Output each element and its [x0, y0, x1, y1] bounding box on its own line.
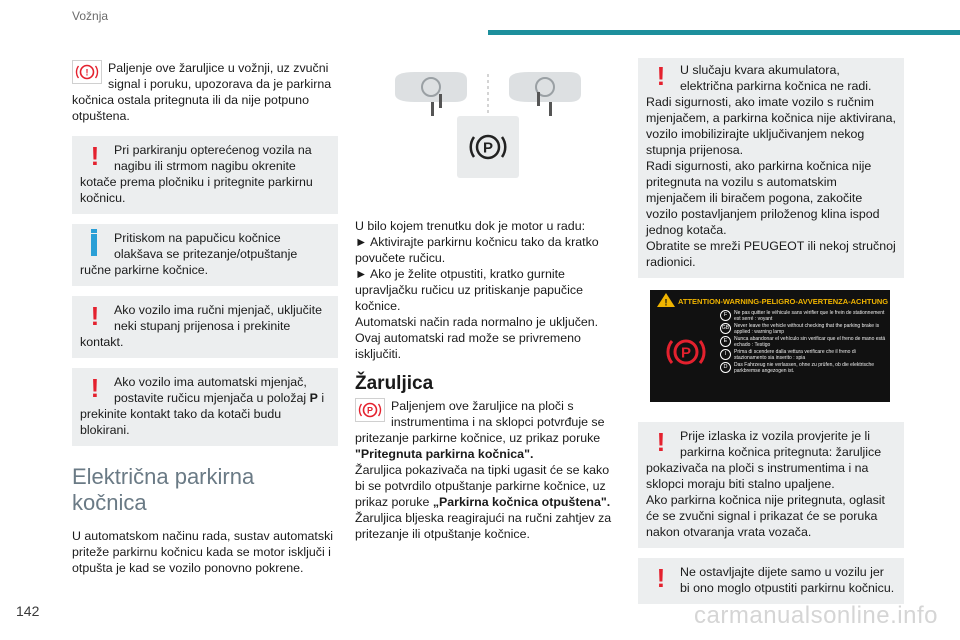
exclamation-icon: ! [656, 427, 666, 457]
message-released: „Parkirna kočnica otpuštena". [432, 495, 611, 509]
note-text: Pritiskom na papučicu kočnice olakšava se pritezanje/otpuštanje ručne parkirne kočnice. [80, 231, 298, 277]
note-text: Obratite se mreži PEUGEOT ili nekoj stručnoj radionici. [646, 239, 896, 269]
note-text: Ako parkirna kočnica nije pritegnuta, oglasit će se zvučni signal i prikazat će se poruka nakon otvaranja vrata vozača. [646, 493, 885, 539]
parking-brake-switch [457, 116, 519, 178]
svg-text:P: P [482, 139, 494, 157]
para-release: ► Ako je želite otpustiti, kratko gurnite upravljačku ručicu uz pritiskanje papučice kočnice. [355, 267, 583, 313]
header-accent-bar [488, 30, 960, 35]
para-engine-running: U bilo kojem trenutku dok je motor u radu: [355, 219, 586, 233]
exclamation-icon: ! [90, 373, 100, 403]
note-warning-manual [72, 296, 338, 358]
note-text-end: i prekinite kontakt tako da kotači budu blokirani. [80, 391, 325, 437]
note-child-alone [638, 558, 904, 604]
label-lang-code: I [720, 349, 731, 360]
column-right [638, 58, 904, 614]
note-text: Radi sigurnosti, ako imate vozilo s ručnim mjenjačem, a parkirna kočnica nije aktivirana, vozilo imobilizirajte uključivanjem nekog stupnja prijenosa. [646, 95, 896, 157]
section-intro-text: U automatskom načinu rada, sustav automatski priteže parkirnu kočnicu kada se motor isključi i otpušta je kad se vozilo ponovno pokrene. [72, 529, 334, 575]
svg-text:!: ! [664, 297, 668, 308]
exclamation-icon: ! [90, 141, 100, 171]
exclamation-icon: ! [90, 301, 100, 331]
label-lang-code: D [720, 362, 731, 373]
note-text: U slučaju kvara akumulatora, električna parkirna kočnica ne radi. [680, 63, 872, 93]
note-info-brake-pedal [72, 224, 338, 286]
label-row-text: Nunca abandonar el vehículo sin verificar que el freno de mano está echado : Testigo [734, 336, 886, 348]
parking-brake-p-icon [457, 116, 519, 178]
warning-lamp-text: Paljenje ove žaruljice u vožnji, uz zvučni signal i poruku, upozorava da je parkirna kočnica ostala pritegnuta ili da nije potpuno otpuštena. [72, 61, 332, 123]
running-header: Vožnja [72, 9, 109, 23]
lamp-text-1: Paljenjem ove žaruljice na ploči s instrumentima i na sklopci potvrđuje se pritezanje parkirne kočnice, uz prikaz poruke [355, 399, 605, 445]
svg-text:P: P [680, 344, 692, 362]
info-icon [80, 230, 110, 260]
label-row-text: Never leave the vehicle without checking that the parking brake is applied : warning lamp [734, 323, 880, 335]
note-text: Radi sigurnosti, ako parkirna kočnica nije pritegnuta na vozilu s automatskim mjenjačem ili biračem pogona, zakočite vozilo postavljanjem priloženog klina ispod jednog kotača. [646, 159, 880, 237]
label-row [720, 336, 886, 348]
note-text: Ako vozilo ima automatski mjenjač, postavite ručicu mjenjača u položaj [114, 375, 310, 405]
note-text: Ne ostavljajte dijete samo u vozilu jer bi ono moglo otpustiti parkirnu kočnicu. [680, 565, 895, 595]
label-row [720, 310, 886, 322]
svg-text:P: P [366, 405, 374, 416]
parking-brake-lamp-icon [355, 398, 387, 424]
page-number: 142 [16, 603, 40, 619]
note-text: Pri parkiranju opterećenog vozila na nagibu ili strmom nagibu okrenite kotače prema pločniku i pritegnite parkirnu kočnicu. [80, 143, 313, 205]
column-left [72, 58, 338, 576]
warning-lamp-item [72, 58, 338, 124]
warning-triangle-icon [656, 292, 676, 308]
gear-position-p: P [309, 391, 318, 405]
label-row-text: Das Fahrzeug nie verlassen, ohne zu prüfen, ob die elektrische parkbremse angezogen ist. [734, 362, 875, 374]
label-row-text: Ne pas quitter le véhicule sans vérifier que le frein de stationnement est serré : voyant [734, 310, 885, 322]
lamp-text-3: Žaruljica bljeska reagirajući na ručni zahtjev za pritezanje ili otpuštanje kočnice. [355, 511, 612, 541]
exclamation-icon: ! [656, 563, 666, 593]
message-applied: "Pritegnuta parkirna kočnica". [355, 447, 534, 461]
label-parking-brake-icon [660, 326, 712, 378]
note-battery-failure [638, 58, 904, 278]
label-row [720, 362, 886, 374]
para-apply: ► Aktivirajte parkirnu kočnicu tako da kratko povučete ručicu. [355, 235, 599, 265]
watermark: carmanualsonline.info [694, 602, 938, 629]
note-warning-automatic [72, 368, 338, 446]
label-lang-code: F [720, 310, 731, 321]
section-title-electric-parking-brake: Električna parkirna kočnica [72, 464, 255, 515]
label-row [720, 323, 886, 335]
parking-brake-illustration [355, 58, 621, 208]
label-row-text: Prima di scendere dalla vettura verificare che il freno di stazionamento sia inserito : spia [734, 349, 856, 361]
note-text: Prije izlaska iz vozila provjerite je li parkirna kočnica pritegnuta: žaruljice pokazivača na ploči s instrumentima i na sklopci moraju biti stalno upaljene. [646, 429, 882, 491]
lamp-text-2: Žaruljica pokazivača na tipki ugasit će se kako bi se potvrdilo otpuštanje parkirne kočnice, uz prikaz poruke [355, 463, 610, 509]
note-text: Ako vozilo ima ručni mjenjač, uključite neki stupanj prijenosa i prekinite kontakt. [80, 303, 322, 349]
label-heading: ATTENTION-WARNING-PELIGRO-AVVERTENZA-ACHTUNG [678, 297, 889, 306]
column-middle [355, 58, 621, 542]
label-lang-code: GB [720, 323, 731, 334]
label-lang-code: E [720, 336, 731, 347]
note-check-before-leaving [638, 422, 904, 548]
label-rows [720, 310, 886, 374]
para-auto-mode: Automatski način rada normalno je uključen. Ovaj automatski rad može se privremeno isključiti. [355, 315, 599, 361]
label-row [720, 349, 886, 361]
warning-label-image [650, 290, 902, 408]
exclamation-icon: ! [656, 61, 666, 91]
parking-brake-warning-icon [72, 60, 104, 86]
subsection-title-lamp: Žaruljica [355, 373, 434, 394]
svg-text:!: ! [85, 67, 89, 78]
note-warning-slope [72, 136, 338, 214]
lamp-description [355, 398, 621, 542]
